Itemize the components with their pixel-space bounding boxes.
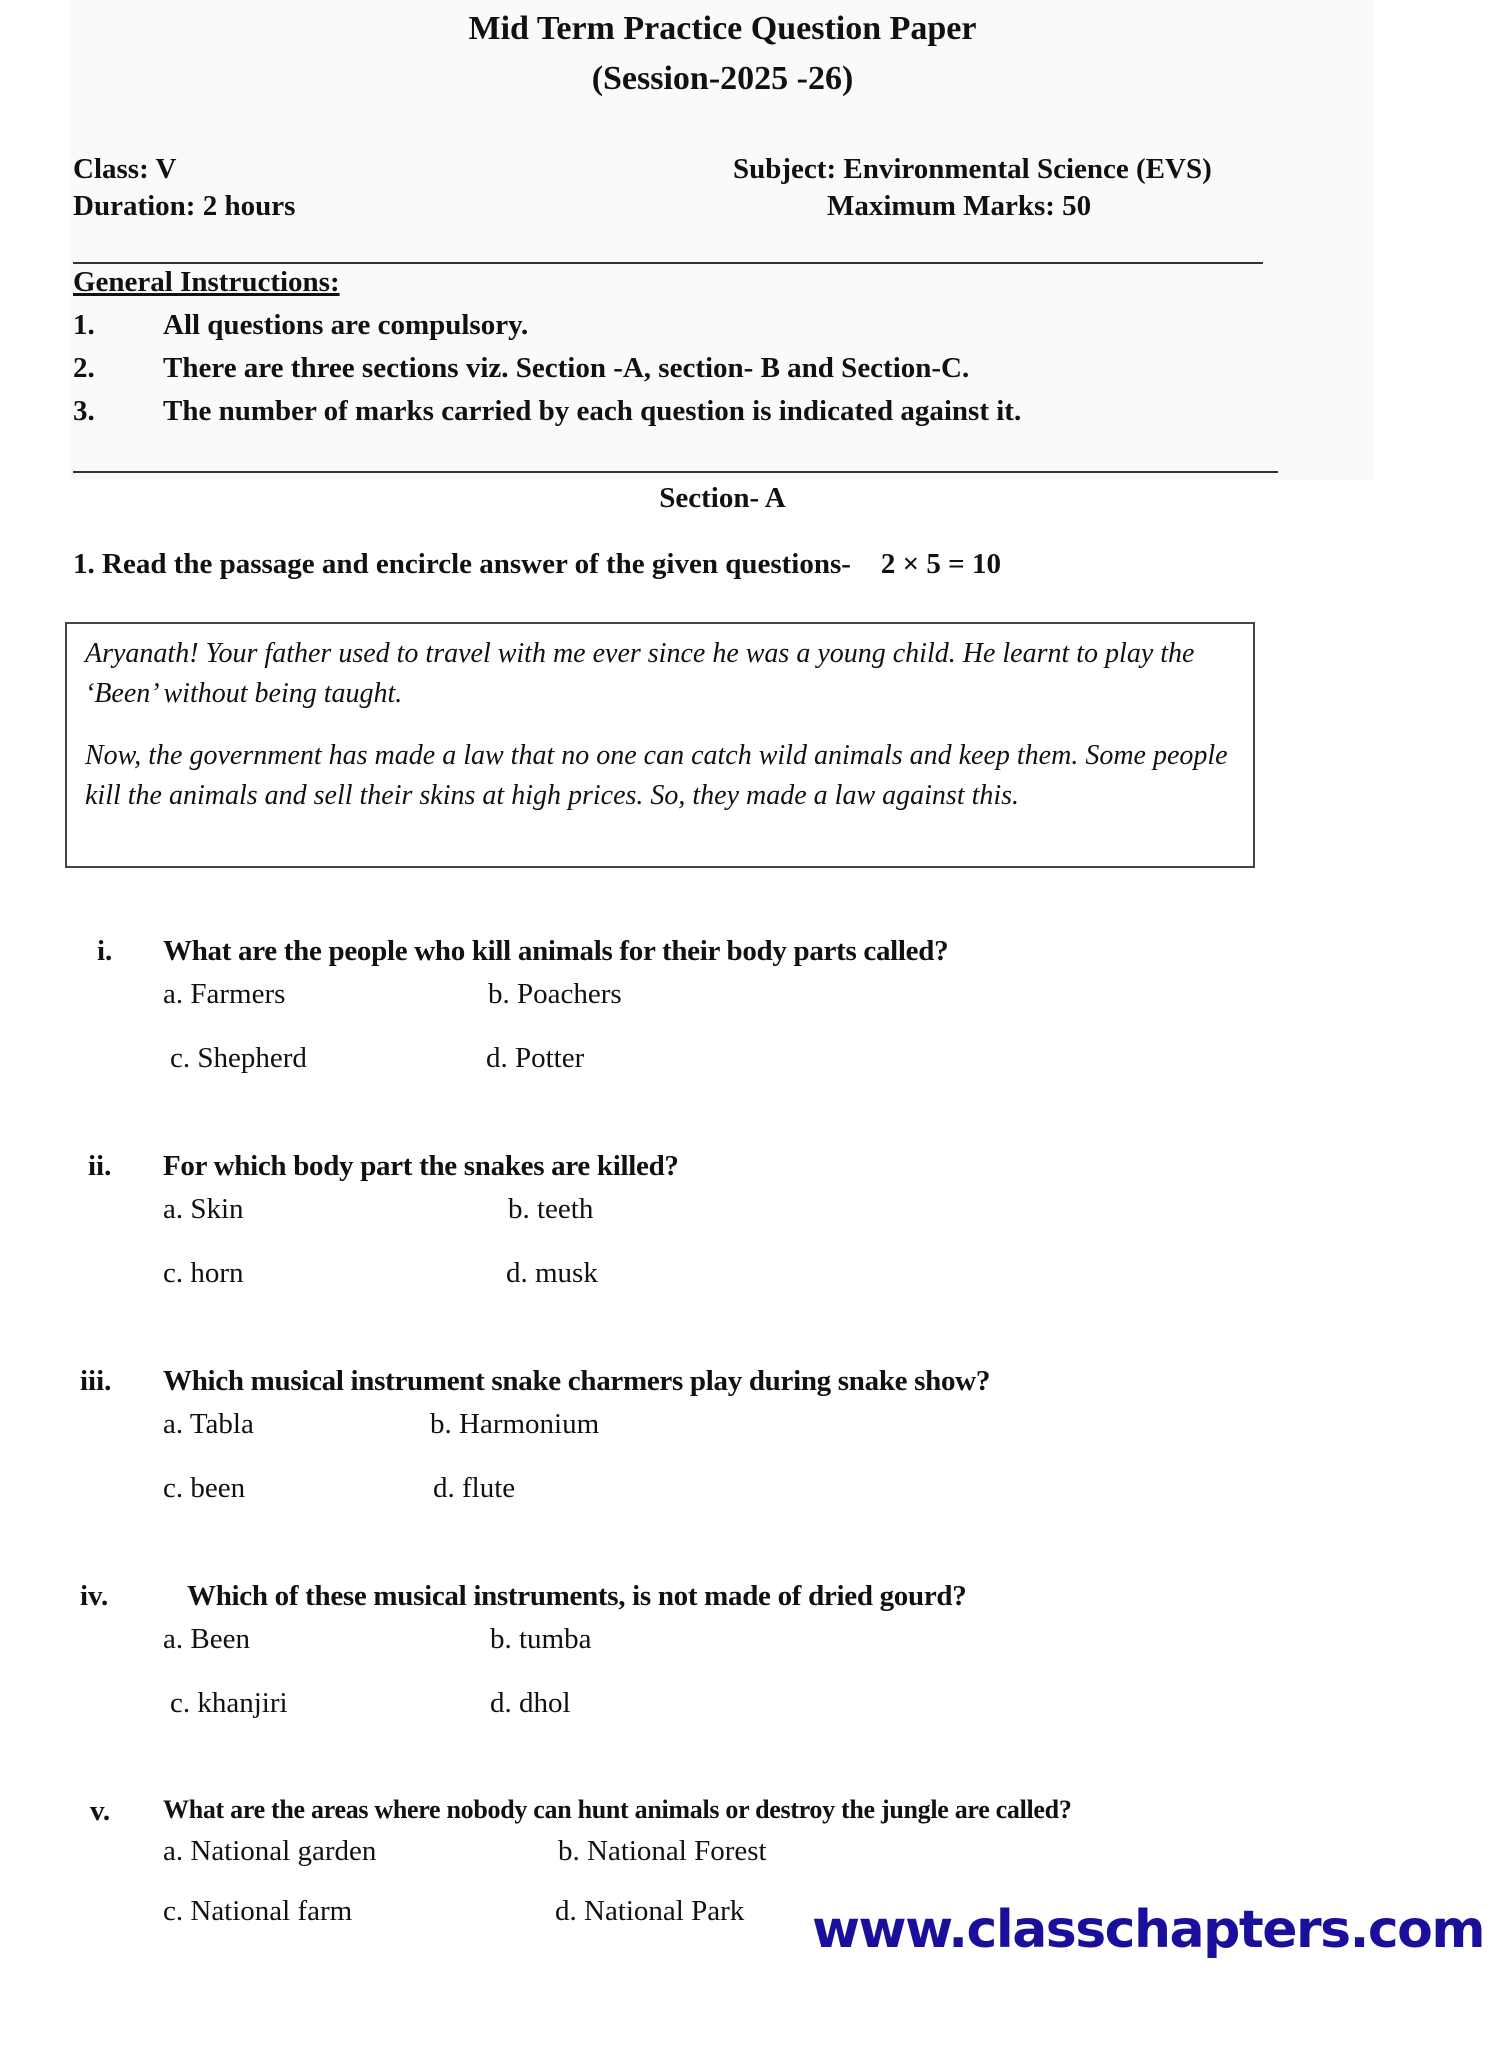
- option-d[interactable]: d. Potter: [486, 1042, 585, 1074]
- section-a-title: Section- A: [659, 482, 786, 514]
- paper-session: (Session-2025 -26): [591, 60, 854, 97]
- option-b[interactable]: b. National Forest: [558, 1835, 767, 1867]
- option-c[interactable]: c. been: [163, 1472, 246, 1504]
- instruction-text: The number of marks carried by each question is indicated against it.: [163, 395, 1022, 427]
- option-b[interactable]: b. tumba: [490, 1623, 592, 1655]
- instruction-number: 3.: [73, 395, 95, 427]
- instruction-number: 2.: [73, 352, 95, 384]
- reading-passage: [65, 622, 1255, 868]
- option-a[interactable]: a. National garden: [163, 1835, 377, 1867]
- option-a[interactable]: a. Tabla: [163, 1408, 254, 1440]
- sub-question-text: Which musical instrument snake charmers play during snake show?: [163, 1365, 991, 1397]
- website-watermark[interactable]: www.classchapters.com: [812, 1900, 1485, 1960]
- option-b[interactable]: b. Poachers: [488, 978, 622, 1010]
- option-d[interactable]: d. National Park: [555, 1895, 745, 1927]
- option-d[interactable]: d. flute: [433, 1472, 516, 1504]
- option-d[interactable]: d. dhol: [490, 1687, 571, 1719]
- option-b[interactable]: b. teeth: [508, 1193, 594, 1225]
- passage-paragraph: Now, the government has made a law that no one can catch wild animals and keep them. Some people kill the animals and sell their skins at high prices. So, they made a law against this.: [85, 740, 1228, 811]
- instruction-text: All questions are compulsory.: [163, 309, 529, 341]
- option-c[interactable]: c. Shepherd: [170, 1042, 307, 1074]
- sub-question-number: v.: [90, 1795, 111, 1827]
- instructions-heading: General Instructions:: [73, 266, 340, 298]
- option-c[interactable]: c. khanjiri: [170, 1687, 288, 1719]
- sub-question-number: ii.: [88, 1150, 112, 1182]
- passage-paragraph: Aryanath! Your father used to travel with me ever since he was a young child. He learnt to play the ‘Been’ without being taught.: [85, 638, 1195, 709]
- option-a[interactable]: a. Been: [163, 1623, 250, 1655]
- question-1-marks: 2 × 5 = 10: [880, 548, 1001, 580]
- instructions-divider: [73, 471, 1278, 473]
- sub-question-number: i.: [97, 935, 113, 967]
- duration-label: Duration: 2 hours: [73, 190, 296, 222]
- sub-question-number: iv.: [80, 1580, 109, 1612]
- sub-question-text: For which body part the snakes are killed?: [163, 1150, 679, 1182]
- option-c[interactable]: c. National farm: [163, 1895, 353, 1927]
- option-a[interactable]: a. Skin: [163, 1193, 244, 1225]
- question-1-heading: [73, 548, 1001, 581]
- option-d[interactable]: d. musk: [506, 1257, 598, 1289]
- option-b[interactable]: b. Harmonium: [430, 1408, 600, 1440]
- sub-question-text: What are the areas where nobody can hunt animals or destroy the jungle are called?: [163, 1795, 1072, 1824]
- max-marks-label: Maximum Marks: 50: [827, 190, 1092, 222]
- instruction-number: 1.: [73, 309, 95, 341]
- paper-title: Mid Term Practice Question Paper: [468, 10, 977, 47]
- question-1-text: 1. Read the passage and encircle answer of the given questions-: [73, 548, 851, 580]
- class-label: Class: V: [73, 153, 177, 185]
- subject-label: Subject: Environmental Science (EVS): [733, 153, 1212, 185]
- sub-question-text: What are the people who kill animals for their body parts called?: [163, 935, 949, 967]
- option-a[interactable]: a. Farmers: [163, 978, 286, 1010]
- header-divider: [73, 262, 1263, 264]
- instruction-text: There are three sections viz. Section -A, section- B and Section-C.: [163, 352, 970, 384]
- sub-question-number: iii.: [80, 1365, 112, 1397]
- option-c[interactable]: c. horn: [163, 1257, 244, 1289]
- sub-question-text: Which of these musical instruments, is not made of dried gourd?: [187, 1580, 967, 1612]
